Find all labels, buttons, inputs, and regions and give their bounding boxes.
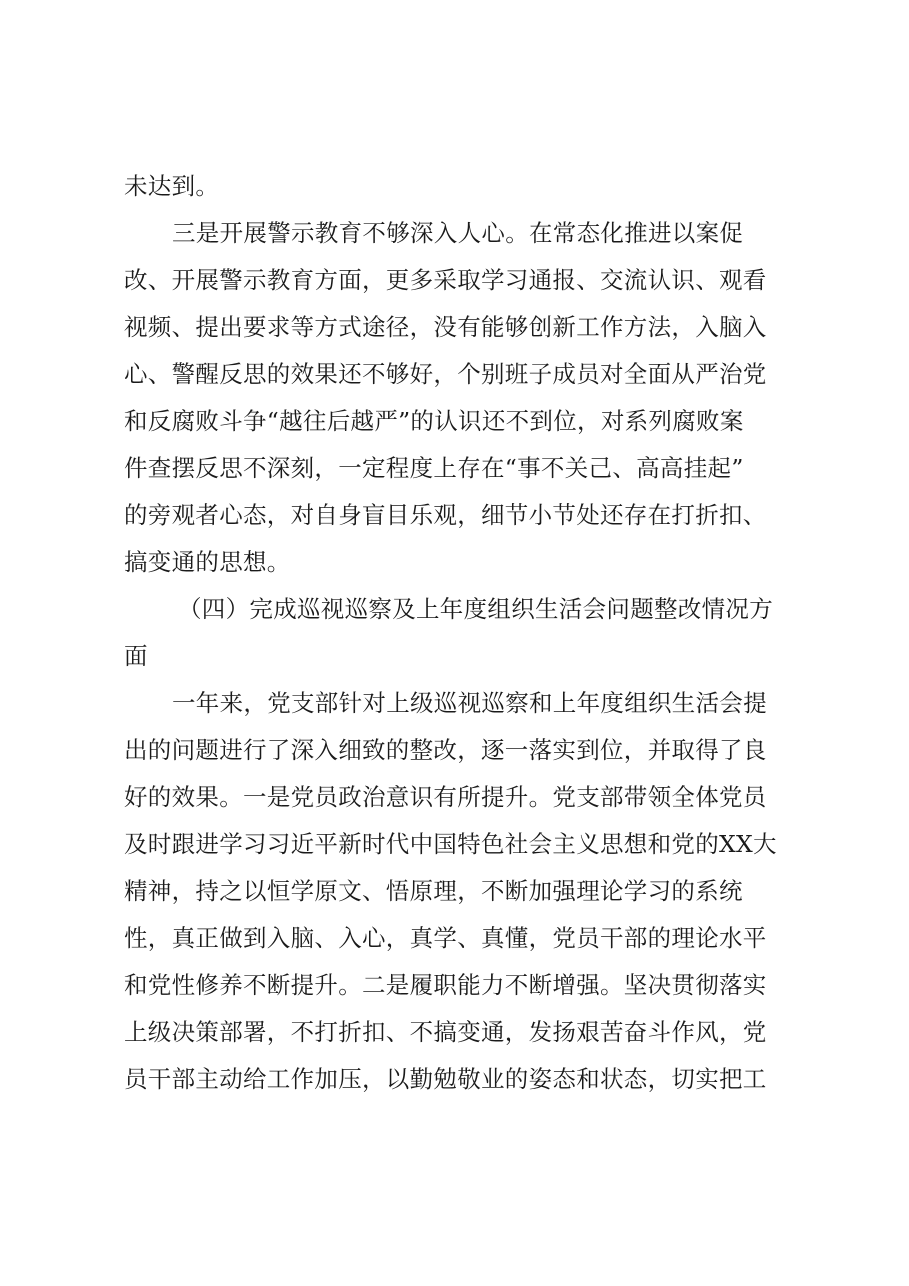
text-line: 性，真正做到入脑、入心，真学、真懂，党员干部的理论水平 — [124, 924, 767, 952]
text-line: 上级决策部署，不打折扣、不搞变通，发扬艰苦奋斗作风，党 — [124, 1018, 767, 1046]
text-line: 的旁观者心态，对自身盲目乐观，细节小节处还存在打折扣、 — [124, 501, 767, 529]
text-line: 一年来，党支部针对上级巡视巡察和上年度组织生活会提 — [172, 689, 767, 717]
text-line: 好的效果。一是党员政治意识有所提升。党支部带领全体党员 — [124, 783, 767, 811]
text-line: 视频、提出要求等方式途径，没有能够创新工作方法，入脑入 — [124, 313, 767, 341]
text-line: 件查摆反思不深刻，一定程度上存在“事不关己、高高挂起” — [124, 454, 744, 482]
text-line: 搞变通的思想。 — [124, 548, 291, 576]
section-heading-continuation: 面 — [124, 642, 148, 670]
text-line: 和党性修养不断提升。二是履职能力不断增强。坚决贯彻落实 — [124, 971, 767, 999]
text-line: 出的问题进行了深入细致的整改，逐一落实到位，并取得了良 — [124, 736, 767, 764]
text-line: 未达到。 — [124, 172, 220, 200]
section-heading: （四）完成巡视巡察及上年度组织生活会问题整改情况方 — [178, 595, 773, 623]
text-line: 和反腐败斗争“越往后越严”的认识还不到位，对系列腐败案 — [124, 407, 744, 435]
text-line: 及时跟进学习习近平新时代中国特色社会主义思想和党的XX大 — [124, 830, 777, 858]
text-line: 心、警醒反思的效果还不够好，个别班子成员对全面从严治党 — [124, 360, 767, 388]
text-line: 三是开展警示教育不够深入人心。在常态化推进以案促 — [172, 219, 744, 247]
text-line: 员干部主动给工作加压，以勤勉敬业的姿态和状态，切实把工 — [124, 1065, 767, 1093]
text-line: 改、开展警示教育方面，更多采取学习通报、交流认识、观看 — [124, 266, 767, 294]
text-line: 精神，持之以恒学原文、悟原理，不断加强理论学习的系统 — [124, 877, 743, 905]
